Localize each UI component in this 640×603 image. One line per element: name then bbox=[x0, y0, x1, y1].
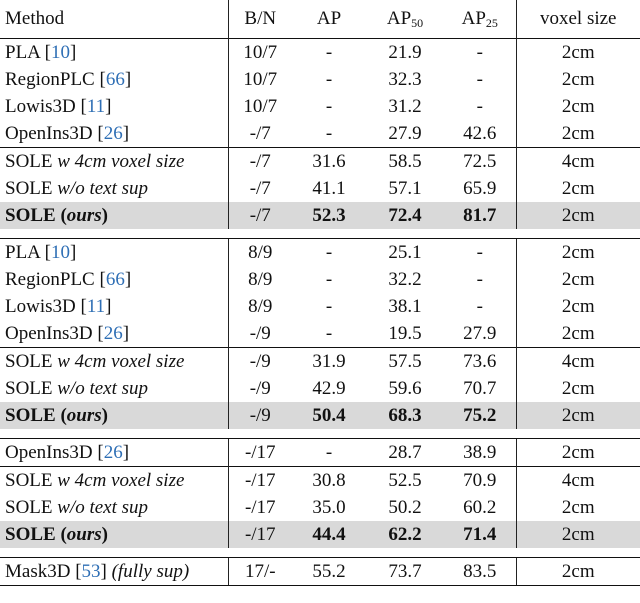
voxel-cell: 2cm bbox=[516, 320, 640, 348]
section-gap bbox=[0, 429, 640, 439]
bn-cell: 17/- bbox=[228, 558, 292, 586]
ap-cell: - bbox=[292, 239, 366, 267]
method-name: RegionPLC [ bbox=[5, 269, 106, 290]
voxel-cell: 2cm bbox=[516, 494, 640, 521]
method-name: SOLE bbox=[5, 151, 58, 172]
method-variant: w/o text sup bbox=[57, 497, 149, 518]
method-cell bbox=[0, 39, 228, 67]
ap25-cell: 81.7 bbox=[444, 202, 516, 229]
col-header-ap25 bbox=[444, 0, 516, 39]
method-name: SOLE ( bbox=[5, 405, 67, 426]
bn-cell: -/9 bbox=[228, 402, 292, 429]
ap50-cell: 57.1 bbox=[388, 178, 422, 199]
method-tail: ] bbox=[105, 296, 112, 317]
bn-cell: -/9 bbox=[228, 348, 292, 376]
ap50-cell: 25.1 bbox=[366, 239, 444, 267]
bn-cell: -/17 bbox=[228, 494, 292, 521]
method-tail: ] bbox=[69, 42, 77, 63]
voxel-cell: 2cm bbox=[516, 239, 640, 267]
method-variant: w/o text sup bbox=[57, 178, 149, 199]
ap50-cell: 73.7 bbox=[366, 558, 444, 586]
voxel-cell: 2cm bbox=[516, 558, 640, 586]
method-variant: w/o text sup bbox=[57, 378, 149, 399]
ours-row bbox=[0, 521, 640, 548]
ap50-cell: 28.7 bbox=[366, 439, 444, 467]
ap25-cell: 27.9 bbox=[463, 323, 497, 344]
ap50-cell: 72.4 bbox=[366, 202, 444, 229]
bn-cell: 8/9 bbox=[228, 239, 292, 267]
col-header-ap: AP bbox=[316, 8, 342, 29]
bn-cell: 8/9 bbox=[228, 266, 292, 293]
ap-cell: 44.4 bbox=[292, 521, 366, 548]
ap25-cell: 73.6 bbox=[444, 348, 516, 376]
method-tail: ) bbox=[101, 405, 108, 426]
col-header-bn: B/N bbox=[228, 0, 292, 39]
ap-cell: 41.1 bbox=[312, 178, 346, 199]
table-row bbox=[0, 320, 640, 348]
ap25-cell: 83.5 bbox=[444, 558, 516, 586]
method-tail: ] bbox=[124, 269, 132, 290]
method-name: Mask3D [ bbox=[5, 561, 82, 582]
voxel-cell: 2cm bbox=[516, 202, 640, 229]
voxel-cell: 4cm bbox=[516, 148, 640, 176]
bn-cell: 10/7 bbox=[228, 39, 292, 67]
method-cell bbox=[0, 266, 228, 293]
ap50-cell: 19.5 bbox=[388, 323, 422, 344]
method-variant: ours bbox=[66, 405, 102, 426]
voxel-cell: 4cm bbox=[516, 467, 640, 495]
method-cell bbox=[0, 93, 228, 120]
method-name: RegionPLC [ bbox=[5, 69, 106, 90]
method-variant: w 4cm voxel size bbox=[57, 151, 185, 172]
ap-cell: - bbox=[325, 296, 333, 317]
method-name: Lowis3D [ bbox=[5, 96, 87, 117]
ap25-cell: - bbox=[444, 239, 516, 267]
method-variant: w 4cm voxel size bbox=[57, 351, 185, 372]
citation-link: 11 bbox=[86, 96, 106, 117]
ap-cell: - bbox=[325, 96, 333, 117]
method-cell bbox=[0, 467, 228, 495]
bn-cell: -/9 bbox=[228, 375, 292, 402]
method-cell bbox=[0, 148, 228, 176]
voxel-cell: 2cm bbox=[516, 175, 640, 202]
method-cell bbox=[0, 402, 228, 429]
ap50-cell: 59.6 bbox=[388, 378, 422, 399]
table-row bbox=[0, 439, 640, 467]
method-cell bbox=[0, 494, 228, 521]
voxel-cell: 2cm bbox=[516, 266, 640, 293]
table-row bbox=[0, 39, 640, 67]
bn-cell: -/9 bbox=[228, 320, 292, 348]
citation-link: 26 bbox=[103, 123, 123, 144]
voxel-cell: 2cm bbox=[516, 402, 640, 429]
voxel-cell: 4cm bbox=[516, 348, 640, 376]
method-name: OpenIns3D [ bbox=[5, 442, 104, 463]
ap25-sub: 25 bbox=[485, 16, 498, 30]
ap25-cell: 72.5 bbox=[444, 148, 516, 176]
method-name: SOLE ( bbox=[5, 205, 67, 226]
section-gap bbox=[0, 548, 640, 558]
ap25-cell: 42.6 bbox=[463, 123, 497, 144]
method-variant: w 4cm voxel size bbox=[57, 470, 185, 491]
method-cell bbox=[0, 239, 228, 267]
method-name: PLA [ bbox=[5, 42, 51, 63]
bn-cell: -/7 bbox=[228, 148, 292, 176]
ap50-cell: 50.2 bbox=[388, 497, 422, 518]
ap50-cell: 27.9 bbox=[388, 123, 422, 144]
method-tail: ) bbox=[101, 205, 108, 226]
bn-cell: -/7 bbox=[228, 120, 292, 148]
method-name: OpenIns3D [ bbox=[5, 323, 104, 344]
bn-cell: 8/9 bbox=[228, 293, 292, 320]
voxel-cell: 2cm bbox=[516, 521, 640, 548]
table-row bbox=[0, 293, 640, 320]
method-name: OpenIns3D [ bbox=[5, 123, 104, 144]
ap-cell: - bbox=[292, 439, 366, 467]
section-gap bbox=[0, 229, 640, 239]
ap25-cell: 75.2 bbox=[444, 402, 516, 429]
ap-cell: 35.0 bbox=[312, 497, 346, 518]
method-tail: ] bbox=[69, 242, 77, 263]
ablation-row bbox=[0, 375, 640, 402]
method-cell bbox=[0, 348, 228, 376]
ap50-cell: 57.5 bbox=[366, 348, 444, 376]
ap50-cell: 38.1 bbox=[388, 296, 422, 317]
method-variant: (fully sup) bbox=[111, 561, 190, 582]
ap50-cell: 58.5 bbox=[366, 148, 444, 176]
method-name: Lowis3D [ bbox=[5, 296, 87, 317]
citation-link: 11 bbox=[86, 296, 106, 317]
ablation-row bbox=[0, 175, 640, 202]
table-row bbox=[0, 66, 640, 93]
ap50-cell: 52.5 bbox=[366, 467, 444, 495]
method-tail: ] bbox=[124, 69, 132, 90]
method-cell bbox=[0, 120, 228, 148]
ap25-cell: - bbox=[476, 269, 483, 290]
citation-link: 10 bbox=[50, 242, 70, 263]
voxel-cell: 2cm bbox=[516, 439, 640, 467]
ablation-row bbox=[0, 148, 640, 176]
voxel-cell: 2cm bbox=[516, 93, 640, 120]
voxel-cell: 2cm bbox=[516, 120, 640, 148]
method-cell bbox=[0, 202, 228, 229]
ap50-cell: 68.3 bbox=[366, 402, 444, 429]
method-name: PLA [ bbox=[5, 242, 51, 263]
method-name: SOLE bbox=[5, 378, 58, 399]
method-tail: ] bbox=[122, 123, 130, 144]
ap-cell: 42.9 bbox=[312, 378, 346, 399]
ours-row bbox=[0, 202, 640, 229]
voxel-cell: 2cm bbox=[516, 39, 640, 67]
ap50-cell: 32.3 bbox=[388, 69, 422, 90]
ap25-cell: - bbox=[476, 296, 483, 317]
ap25-cell: - bbox=[476, 96, 483, 117]
ap-cell: 52.3 bbox=[292, 202, 366, 229]
method-cell bbox=[0, 439, 228, 467]
citation-link: 10 bbox=[50, 42, 70, 63]
ap50-cell: 32.2 bbox=[388, 269, 422, 290]
citation-link: 53 bbox=[81, 561, 101, 582]
ap-cell: - bbox=[325, 323, 333, 344]
method-tail: ) bbox=[101, 524, 108, 545]
method-cell bbox=[0, 320, 228, 348]
table-row bbox=[0, 120, 640, 148]
table-body bbox=[0, 39, 640, 586]
citation-link: 66 bbox=[105, 69, 125, 90]
ap25-base: AP bbox=[461, 8, 486, 29]
ap-cell: - bbox=[325, 269, 333, 290]
ap-cell: 50.4 bbox=[292, 402, 366, 429]
bn-cell: -/7 bbox=[228, 202, 292, 229]
method-cell bbox=[0, 293, 228, 320]
bn-cell: -/7 bbox=[228, 175, 292, 202]
method-name: SOLE bbox=[5, 351, 58, 372]
ap-cell: 31.9 bbox=[292, 348, 366, 376]
method-name: SOLE bbox=[5, 497, 58, 518]
method-tail: ] bbox=[122, 442, 130, 463]
bn-cell: -/17 bbox=[228, 521, 292, 548]
col-header-voxel: voxel size bbox=[516, 0, 640, 39]
ap25-cell: 70.7 bbox=[463, 378, 497, 399]
ap50-cell: 31.2 bbox=[388, 96, 422, 117]
col-header-ap50 bbox=[366, 0, 444, 39]
table-row bbox=[0, 93, 640, 120]
citation-link: 26 bbox=[103, 442, 123, 463]
method-tail: ] bbox=[105, 96, 112, 117]
ap50-sub: 50 bbox=[411, 16, 424, 30]
ap50-cell: 21.9 bbox=[366, 39, 444, 67]
ablation-row bbox=[0, 494, 640, 521]
table-row bbox=[0, 558, 640, 586]
voxel-cell: 2cm bbox=[516, 293, 640, 320]
ap-cell: - bbox=[325, 123, 333, 144]
method-name: SOLE bbox=[5, 470, 58, 491]
bn-cell: 10/7 bbox=[228, 93, 292, 120]
method-tail: ] bbox=[122, 323, 130, 344]
table-row bbox=[0, 266, 640, 293]
citation-link: 26 bbox=[103, 323, 123, 344]
col-header-method: Method bbox=[5, 8, 65, 29]
voxel-cell: 2cm bbox=[516, 375, 640, 402]
voxel-cell: 2cm bbox=[516, 66, 640, 93]
ap25-cell: 70.9 bbox=[444, 467, 516, 495]
method-variant: ours bbox=[66, 205, 102, 226]
method-cell bbox=[0, 66, 228, 93]
ap-cell: - bbox=[325, 69, 333, 90]
ap-cell: 31.6 bbox=[292, 148, 366, 176]
ap25-cell: 38.9 bbox=[444, 439, 516, 467]
ap25-cell: 71.4 bbox=[444, 521, 516, 548]
method-cell bbox=[0, 375, 228, 402]
bn-cell: -/17 bbox=[228, 439, 292, 467]
method-variant: ours bbox=[66, 524, 102, 545]
method-tail: ] bbox=[100, 561, 112, 582]
method-name: SOLE bbox=[5, 178, 58, 199]
ap-cell: 30.8 bbox=[292, 467, 366, 495]
bn-cell: -/17 bbox=[228, 467, 292, 495]
ap-cell: - bbox=[292, 39, 366, 67]
ap25-cell: - bbox=[476, 69, 483, 90]
method-cell bbox=[0, 175, 228, 202]
bn-cell: 10/7 bbox=[228, 66, 292, 93]
citation-link: 66 bbox=[105, 269, 125, 290]
ap-cell: 55.2 bbox=[292, 558, 366, 586]
method-cell bbox=[0, 558, 228, 586]
ap25-cell: - bbox=[444, 39, 516, 67]
ablation-row bbox=[0, 348, 640, 376]
ablation-row bbox=[0, 467, 640, 495]
method-cell bbox=[0, 521, 228, 548]
method-name: SOLE ( bbox=[5, 524, 67, 545]
ours-row bbox=[0, 402, 640, 429]
table-row bbox=[0, 239, 640, 267]
header-row bbox=[0, 0, 640, 39]
ap25-cell: 65.9 bbox=[463, 178, 497, 199]
ap25-cell: 60.2 bbox=[463, 497, 497, 518]
ap50-base: AP bbox=[386, 8, 412, 29]
ap50-cell: 62.2 bbox=[366, 521, 444, 548]
